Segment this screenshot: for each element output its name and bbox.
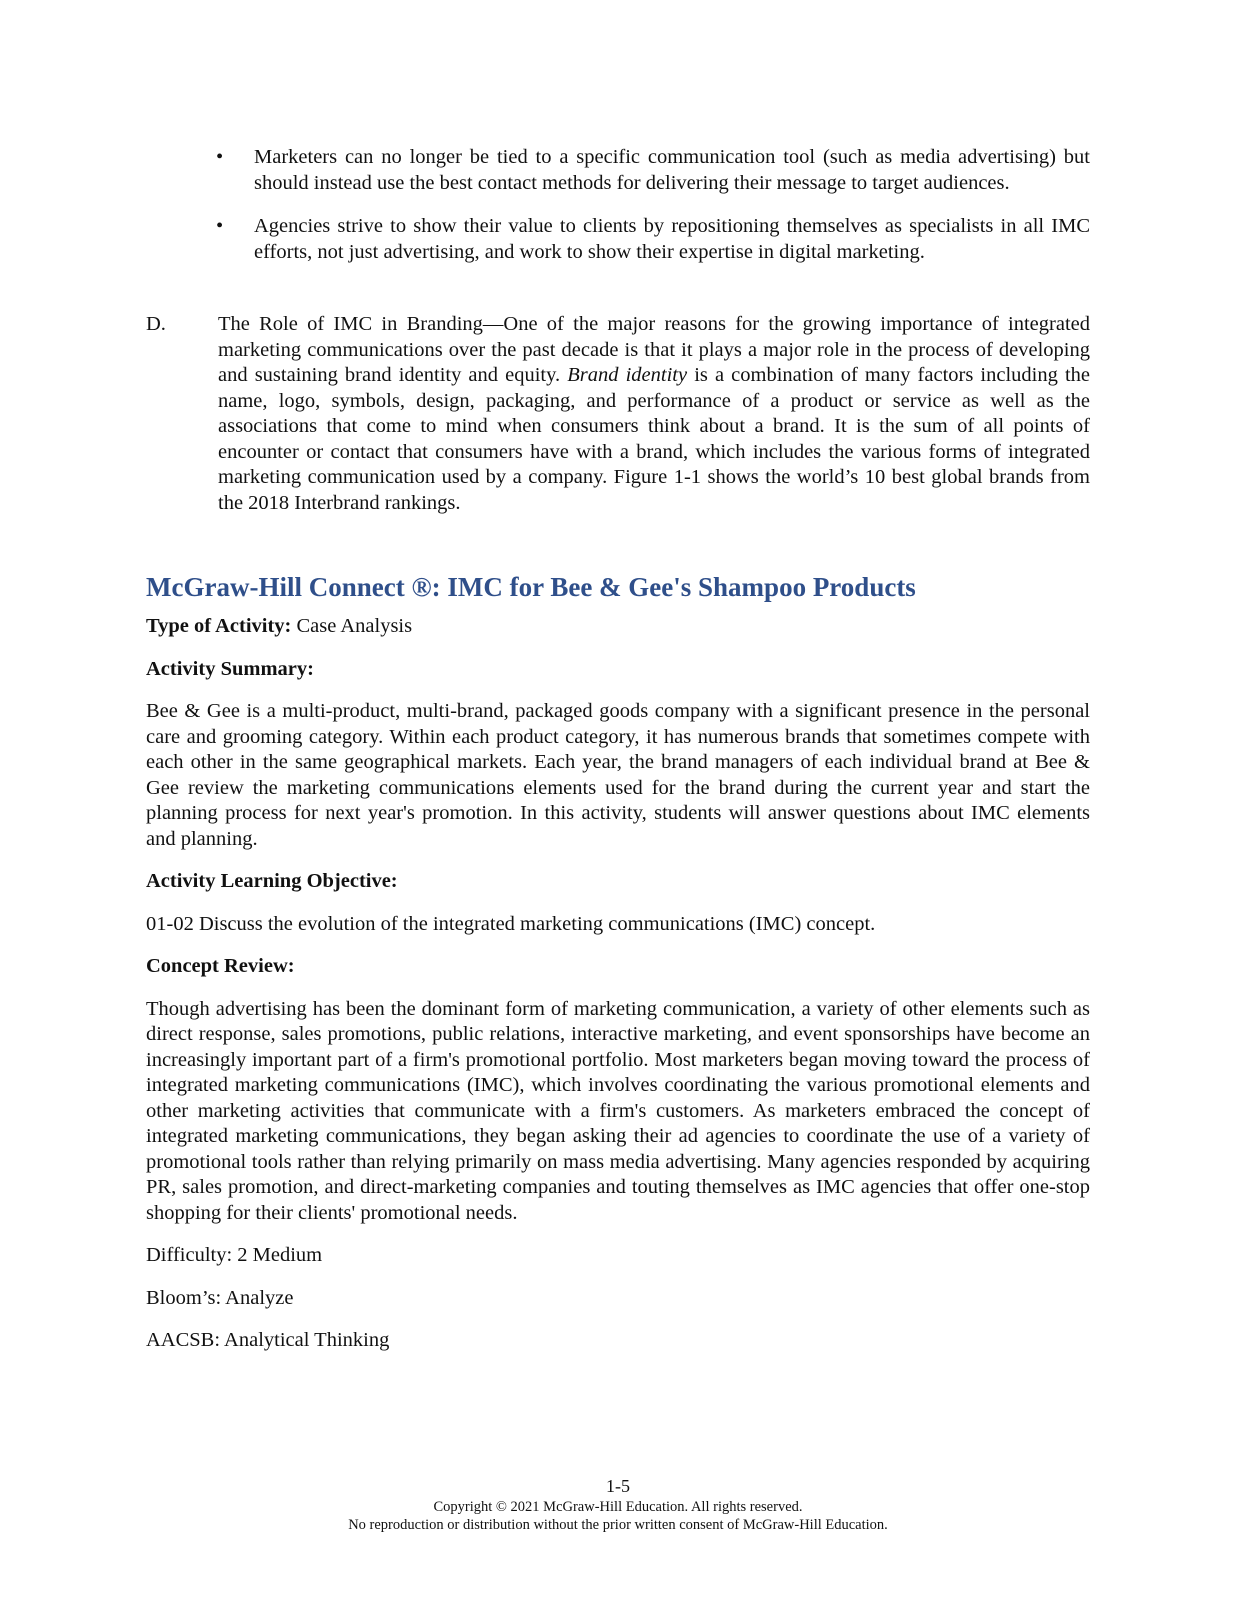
- copyright-line: Copyright © 2021 McGraw-Hill Education. All rights reserved.: [433, 1499, 803, 1515]
- section-title: McGraw-Hill Connect ®: IMC for Bee & Gee's Shampoo Products: [146, 572, 916, 602]
- connect-activity-section: [146, 570, 1090, 1371]
- bullet-text: Agencies strive to show their value to clients by repositioning themselves as specialists in all IMC efforts, not just advertising, and work to show their expertise in digital marketing.: [254, 215, 1090, 263]
- activity-type-value: Case Analysis: [291, 615, 413, 637]
- activity-type: [146, 614, 1090, 640]
- concept-review-label: Concept Review:: [146, 955, 295, 977]
- bullet-dot-icon: •: [216, 146, 224, 168]
- brand-identity-term: Brand identity: [567, 364, 688, 386]
- bullet-list: [216, 145, 1090, 283]
- page-number: 1-5: [606, 1476, 630, 1496]
- activity-type-label: Type of Activity:: [146, 615, 292, 637]
- aacsb-category: AACSB: Analytical Thinking: [146, 1329, 390, 1351]
- outline-paragraph: [218, 312, 1090, 516]
- bullet-item: [216, 214, 1090, 265]
- learning-objective-text: 01-02 Discuss the evolution of the integrated marketing communications (IMC) concept.: [146, 912, 876, 935]
- learning-objective-label: Activity Learning Objective:: [146, 870, 398, 892]
- activity-summary-text: Bee & Gee is a multi-product, multi-brand, packaged goods company with a significant presence in the personal care and grooming category. Within each product category, it has numerous brands that sometimes compete with each other in the same geographical markets. Each year, the brand managers of each individual brand at Bee & Gee review the marketing communications elements used for the brand during the current year and start the planning process for next year's promotion. In this activity, students will answer questions about IMC elements and planning.: [146, 700, 1090, 850]
- reproduction-notice: No reproduction or distribution without the prior written consent of McGraw-Hill Education.: [348, 1517, 888, 1533]
- outline-item-d: [146, 312, 1090, 516]
- outline-marker: D.: [146, 313, 166, 335]
- activity-summary-label: Activity Summary:: [146, 657, 314, 680]
- concept-review-text: Though advertising has been the dominant form of marketing communication, a variety of other elements such as direct response, sales promotions, public relations, interactive marketing, and event sponsorships have become an increasingly important part of a firm's promotional portfolio. Most marketers began moving toward the process of integrated marketing communications (IMC), which involves coordinating the various promotional elements and other marketing activities that communicate with a firm's customers. As marketers embraced the concept of integrated marketing communications, they began asking their ad agencies to coordinate the use of a variety of promotional tools rather than relying primarily on mass media advertising. Many agencies responded by acquiring PR, sales promotion, and direct-marketing companies and touting themselves as IMC agencies that offer one-stop shopping for their clients' promotional needs.: [146, 997, 1090, 1224]
- copyright-footer: [0, 1498, 1236, 1534]
- bullet-text: Marketers can no longer be tied to a specific communication tool (such as media advertising) but should instead use the best contact methods for delivering their message to target audiences.: [254, 146, 1090, 194]
- outline-text-after: is a combination of many factors including the name, logo, symbols, design, packaging, and performance of a product or service as well as the associations that come to mind when consumers think about a brand. It is the sum of all points of encounter or contact that consumers have with a brand, which includes the various forms of integrated marketing communication used by a company. Figure 1-1 shows the world’s 10 best global brands from the 2018 Interbrand rankings.: [218, 364, 1090, 514]
- outline-text-before: The Role of IMC in Branding—One of the major reasons for the growing importance of integrated marketing communications over the past decade is that it plays a major role in the process of developing and sustaining brand identity and equity.: [218, 313, 1090, 386]
- difficulty: Difficulty: 2 Medium: [146, 1244, 323, 1266]
- bullet-dot-icon: •: [216, 215, 224, 237]
- blooms-level: Bloom’s: Analyze: [146, 1286, 294, 1309]
- bullet-item: [216, 145, 1090, 196]
